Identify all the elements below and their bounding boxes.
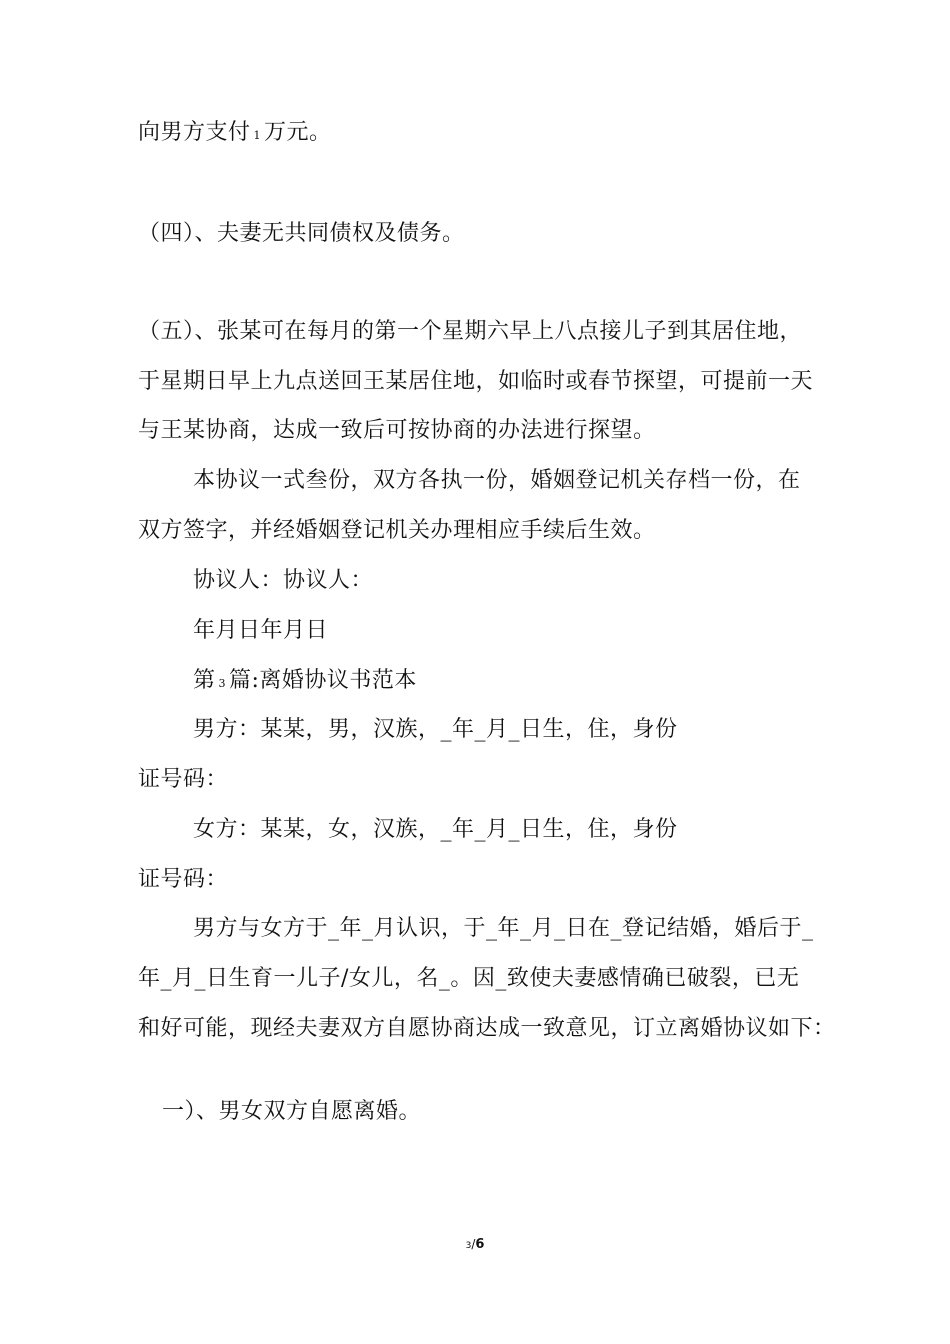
text-line: 年_月_日生育一儿子/女儿，名_。因_致使夫妻感情确已破裂，已无 — [138, 966, 800, 991]
text-line: （五）、张某可在每月的第一个星期六早上八点接儿子到其居住地， — [138, 319, 803, 344]
inline-number: 1 — [253, 129, 262, 142]
page-number-total: 6 — [475, 1237, 485, 1252]
text-line: 与王某协商，达成一致后可按协商的办法进行探望。 — [138, 418, 656, 443]
page-number — [0, 1236, 950, 1254]
text-line: 男方与女方于_年_月认识，于_年_月_日在_登记结婚，婚后于_ — [193, 916, 814, 941]
text-line: 本协议一式叁份，双方各执一份，婚姻登记机关存档一份，在 — [193, 468, 801, 493]
text-line: 协议人：协议人： — [193, 568, 374, 593]
text-line: 证号码： — [138, 867, 229, 892]
text-line — [138, 119, 332, 150]
text-segment: 万元。 — [264, 120, 332, 145]
section-heading — [193, 667, 417, 698]
text-line: 一）、男女双方自愿离婚。 — [162, 1099, 422, 1124]
text-line: 女方：某某，女，汉族，_年_月_日生，住，身份 — [193, 817, 678, 842]
inline-number: 3 — [218, 677, 227, 690]
text-line: 年月日年月日 — [193, 618, 329, 643]
text-line: 和好可能，现经夫妻双方自愿协商达成一致意见，订立离婚协议如下： — [138, 1016, 836, 1041]
page-number-separator: / — [471, 1237, 476, 1251]
text-line: 男方：某某，男，汉族，_年_月_日生，住，身份 — [193, 717, 678, 742]
text-segment: 向男方支付 — [138, 120, 251, 145]
text-line: 双方签字，并经婚姻登记机关办理相应手续后生效。 — [138, 518, 656, 543]
text-line: 于星期日早上九点送回王某居住地，如临时或春节探望，可提前一天 — [138, 369, 814, 394]
text-line: （四）、夫妻无共同债权及债务。 — [138, 221, 465, 246]
page-number-current: 3 — [465, 1241, 472, 1251]
text-line: 证号码： — [138, 767, 229, 792]
text-segment: 篇:离婚协议书范本 — [229, 668, 417, 693]
text-segment: 第 — [193, 668, 216, 693]
